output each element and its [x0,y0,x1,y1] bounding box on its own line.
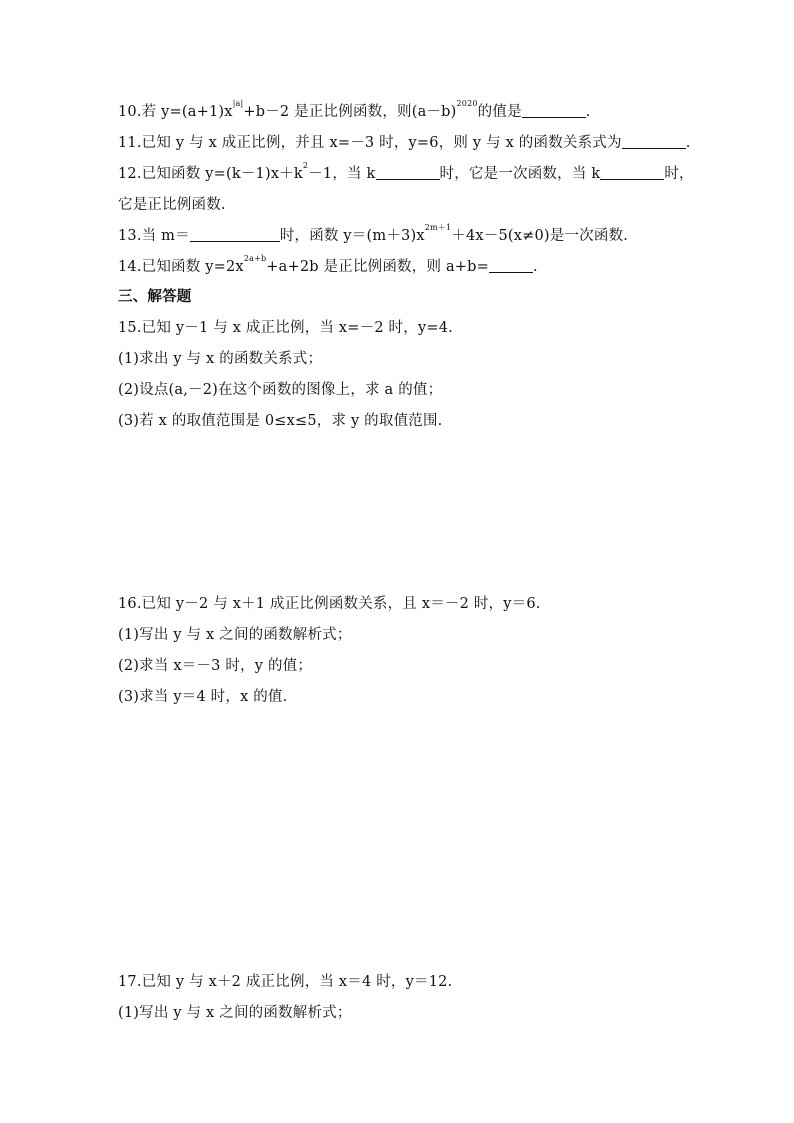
question-13 [118,223,629,246]
q13-text-post: ＋4x－5(x≠0)是一次函数. [451,228,629,244]
question-15-part-3: (3)若 x 的取值范围是 0≤x≤5，求 y 的取值范围. [118,413,443,429]
q11-answer-blank[interactable] [622,134,686,149]
q12-exponent: 2 [302,161,309,170]
q10-period: . [585,104,591,120]
question-16-part-3: (3)求当 y＝4 时，x 的值. [118,689,288,705]
question-14 [118,254,538,277]
q10-exponent: |a| [232,99,244,108]
question-16: 16.已知 y－2 与 x＋1 成正比例函数关系，且 x＝－2 时，y＝6. [118,596,541,612]
q10-exponent-2020: 2020 [456,99,478,108]
question-15-part-1: (1)求出 y 与 x 的函数关系式； [118,351,323,367]
question-10 [118,99,591,122]
q14-period: . [533,259,538,275]
q14-answer-blank[interactable] [489,258,533,273]
question-17-part-1: (1)写出 y 与 x 之间的函数解析式； [118,1005,352,1021]
q12-answer-blank-1[interactable] [376,165,440,180]
q11-text: 11.已知 y 与 x 成正比例，并且 x=－3 时，y=6，则 y 与 x 的函数关系式为 [118,135,622,151]
q12-answer-blank-2[interactable] [600,165,664,180]
question-11 [118,133,691,153]
q14-text: 14.已知函数 y=2x [118,259,244,275]
q10-text-post: 的值是 [477,104,522,120]
question-17: 17.已知 y 与 x＋2 成正比例，当 x＝4 时，y＝12. [118,974,453,990]
q13-text-mid: 时，函数 y＝(m＋3)x [279,228,425,244]
q11-period: . [685,135,691,151]
question-12-continued: 它是正比例函数. [118,197,226,213]
section-heading: 三、解答题 [118,289,192,305]
question-15: 15.已知 y－1 与 x 成正比例，当 x=－2 时，y=4. [118,320,453,336]
q10-answer-blank[interactable] [522,103,586,118]
question-15-part-2: (2)设点(a,－2)在这个函数的图像上，求 a 的值； [118,382,443,398]
q13-text: 13.当 m＝ [118,228,190,244]
q12-text: 12.已知函数 y=(k－1)x＋k [118,166,303,182]
question-12 [118,161,694,184]
q13-answer-blank[interactable] [190,227,280,242]
question-16-part-1: (1)写出 y 与 x 之间的函数解析式； [118,627,352,643]
q12-text-mid: －1，当 k [308,166,376,182]
question-16-part-2: (2)求当 x＝－3 时，y 的值； [118,658,313,674]
q14-text-mid: +a+2b 是正比例函数，则 a+b= [266,259,489,275]
q13-exponent: 2m＋1 [424,223,452,232]
q14-exponent: 2a+b [243,254,267,263]
q12-text-end: 时， [664,166,694,182]
q10-text: 10.若 y=(a+1)x [118,104,233,120]
q12-text-mid2: 时，它是一次函数，当 k [439,166,601,182]
q10-text-mid: +b－2 是正比例函数，则(a－b) [243,104,457,120]
